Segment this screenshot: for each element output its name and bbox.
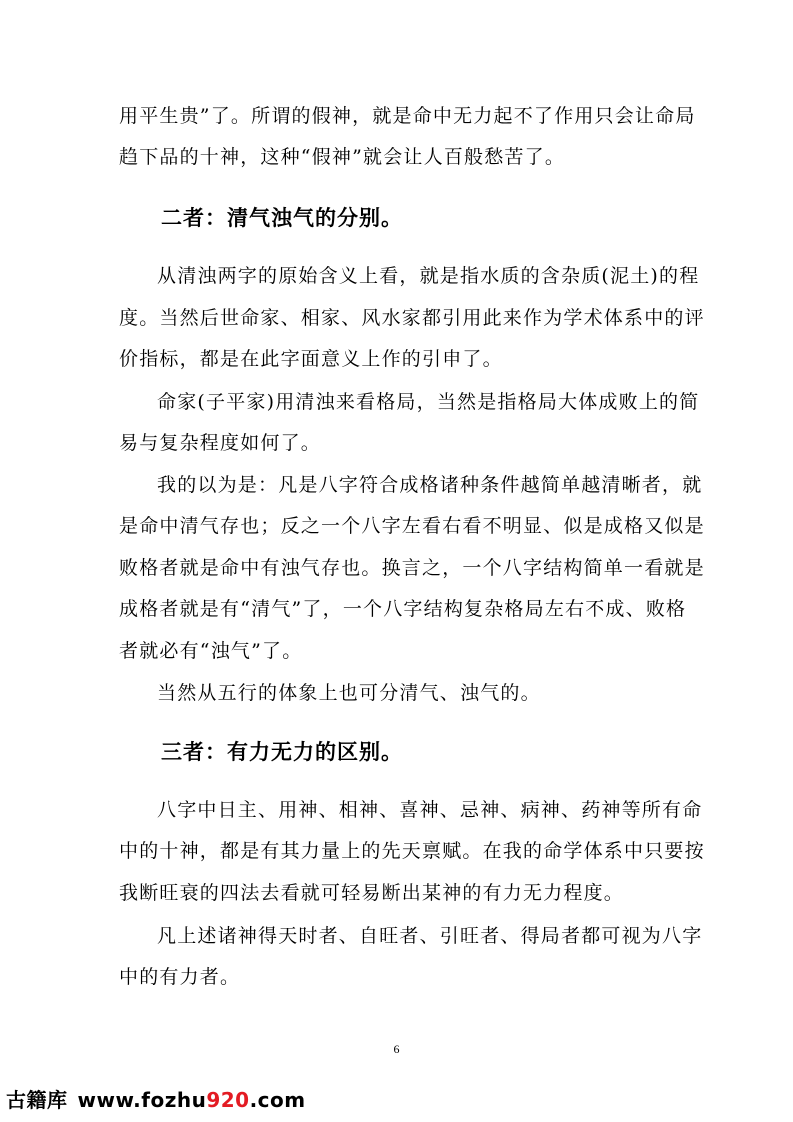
watermark-site-name: 古籍库: [6, 1088, 68, 1112]
paragraph-line: 中的十神，都是有其力量上的先天禀赋。在我的命学体系中只要按: [119, 840, 705, 862]
watermark-suffix: .com: [249, 1088, 306, 1112]
paragraph-line: 我的以为是：凡是八字符合成格诸种条件越简单越清晰者，就: [157, 474, 703, 496]
section-heading-3: 三者：有力无力的区别。: [161, 740, 403, 764]
paragraph-line: 度。当然后世命家、相家、风水家都引用此来作为学术体系中的评: [119, 307, 705, 329]
paragraph-line: 当然从五行的体象上也可分清气、浊气的。: [157, 682, 541, 704]
site-watermark: [6, 1088, 306, 1112]
paragraph-line: 中的有力者。: [119, 966, 241, 988]
paragraph-line: 败格者就是命中有浊气存也。换言之，一个八字结构简单一看就是: [119, 557, 705, 579]
paragraph-line: 命家(子平家)用清浊来看格局，当然是指格局大体成败上的简: [157, 391, 700, 413]
paragraph-line: 从清浊两字的原始含义上看，就是指水质的含杂质(泥土)的程: [157, 265, 700, 287]
paragraph-line: 易与复杂程度如何了。: [119, 432, 322, 454]
paragraph-line: 用平生贵”了。所谓的假神，就是命中无力起不了作用只会让命局: [119, 105, 696, 127]
paragraph-line: 价指标，都是在此字面意义上作的引申了。: [119, 348, 503, 370]
paragraph-line: 八字中日主、用神、相神、喜神、忌神、病神、药神等所有命: [157, 799, 703, 821]
paragraph-line: 趋下品的十神，这种“假神”就会让人百般愁苦了。: [119, 146, 566, 168]
paragraph-line: 我断旺衰的四法去看就可轻易断出某神的有力无力程度。: [119, 882, 625, 904]
paragraph-line: 成格者就是有“清气”了，一个八字结构复杂格局左右不成、败格: [119, 598, 687, 620]
paragraph-line: 凡上述诸神得天时者、自旺者、引旺者、得局者都可视为八字: [157, 925, 703, 947]
watermark-number: 920: [206, 1088, 250, 1112]
watermark-brand: fozhu: [141, 1088, 207, 1112]
page-number: 6: [393, 1042, 400, 1056]
paragraph-line: 者就必有“浊气”了。: [119, 640, 303, 662]
watermark-www: www.: [77, 1088, 142, 1112]
section-heading-2: 二者：清气浊气的分别。: [161, 206, 403, 230]
paragraph-line: 是命中清气存也；反之一个八字左看右看不明显、似是成格又似是: [119, 515, 705, 537]
